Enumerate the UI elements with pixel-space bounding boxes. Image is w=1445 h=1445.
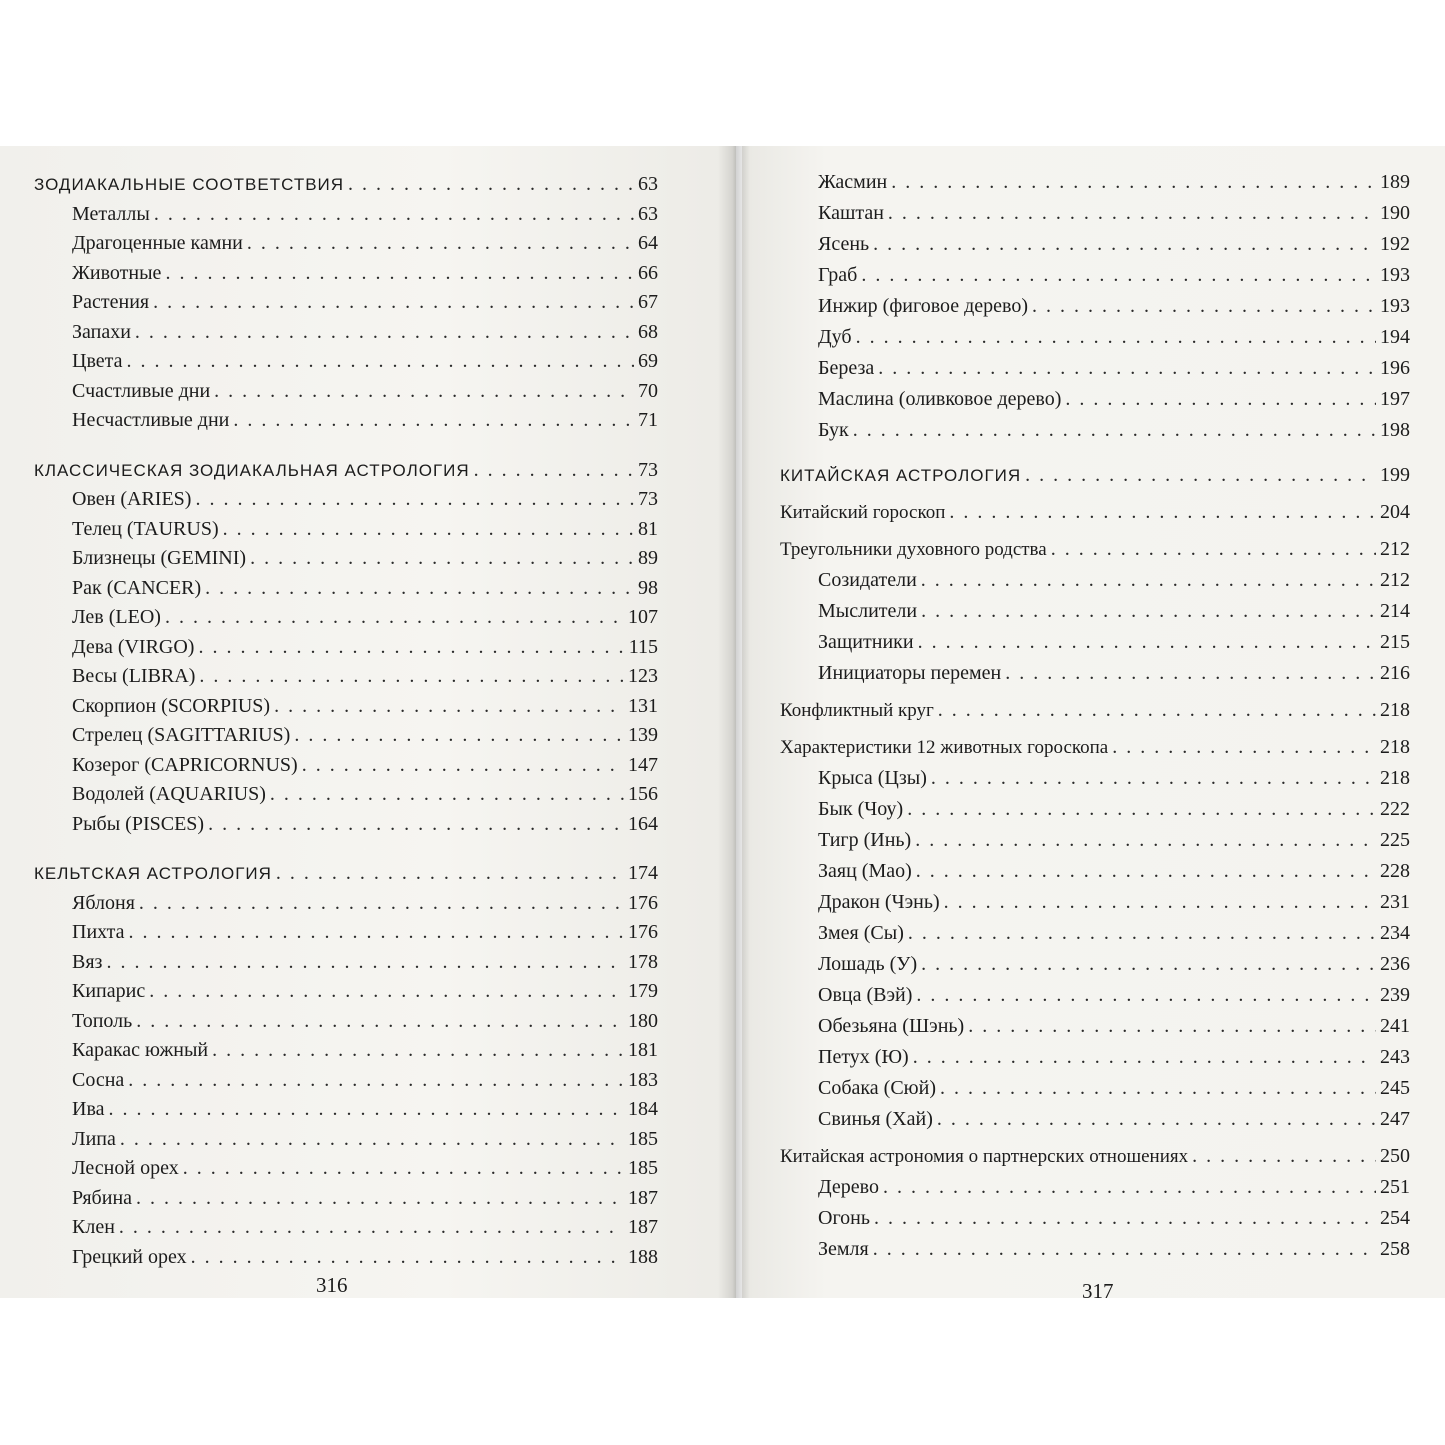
toc-entry bbox=[34, 1156, 658, 1186]
toc-entry bbox=[34, 517, 658, 547]
toc-entry bbox=[34, 891, 658, 921]
toc-page-number: 214 bbox=[1380, 600, 1410, 622]
dot-leader bbox=[913, 1045, 1376, 1069]
dot-leader bbox=[474, 458, 634, 482]
dot-leader bbox=[214, 379, 634, 403]
toc-page-number: 197 bbox=[1380, 388, 1410, 410]
toc-entry bbox=[34, 723, 658, 753]
toc-page-number: 81 bbox=[638, 517, 658, 540]
toc-page-number: 193 bbox=[1380, 264, 1410, 286]
toc-entry bbox=[34, 546, 658, 576]
dot-leader bbox=[247, 231, 634, 255]
dot-leader bbox=[940, 1076, 1376, 1100]
dot-leader bbox=[270, 782, 624, 806]
toc-entry bbox=[34, 694, 658, 724]
toc-page-number: 212 bbox=[1380, 538, 1410, 560]
toc-page-number: 218 bbox=[1380, 767, 1410, 789]
toc-page-number: 251 bbox=[1380, 1176, 1410, 1198]
toc-entry-label: Металлы bbox=[72, 202, 150, 225]
book-gutter bbox=[718, 146, 750, 1298]
toc-entry-label: Лев (LEO) bbox=[72, 606, 161, 628]
toc-page-number: 231 bbox=[1380, 891, 1410, 913]
toc-entry-label: Огонь bbox=[818, 1207, 870, 1229]
toc-entry bbox=[780, 568, 1410, 599]
dot-leader bbox=[199, 664, 624, 688]
page-number-right: 317 bbox=[1082, 1279, 1114, 1303]
toc-entry bbox=[34, 812, 658, 842]
toc-entry-label: Маслина (оливковое дерево) bbox=[818, 388, 1062, 410]
toc-entry bbox=[780, 325, 1410, 356]
dot-leader bbox=[106, 950, 624, 974]
toc-page-number: 218 bbox=[1380, 699, 1410, 721]
dot-leader bbox=[294, 723, 624, 747]
dot-leader bbox=[183, 1156, 624, 1180]
toc-entry bbox=[780, 232, 1410, 263]
toc-entry bbox=[34, 1215, 658, 1245]
dot-leader bbox=[129, 920, 624, 944]
spacer bbox=[34, 438, 658, 458]
toc-page-number: 68 bbox=[638, 320, 658, 343]
toc-page-number: 123 bbox=[628, 665, 658, 687]
toc-entry-label: Собака (Сюй) bbox=[818, 1077, 936, 1099]
toc-page-number: 184 bbox=[628, 1098, 658, 1120]
toc-page-number: 73 bbox=[638, 458, 658, 481]
toc-entry bbox=[780, 201, 1410, 232]
toc-entry bbox=[34, 320, 658, 350]
toc-page-number: 254 bbox=[1380, 1207, 1410, 1229]
toc-entry-label: КИТАЙСКАЯ АСТРОЛОГИЯ bbox=[780, 466, 1022, 485]
toc-entry-label: Овен (ARIES) bbox=[72, 488, 192, 510]
toc-entry-label: Мыслители bbox=[818, 600, 918, 622]
dot-leader bbox=[154, 202, 634, 226]
dot-leader bbox=[136, 1186, 624, 1210]
toc-page-number: 198 bbox=[1380, 419, 1410, 441]
toc-entry-label: Козерог (CAPRICORNUS) bbox=[72, 753, 298, 776]
toc-page-number: 179 bbox=[628, 980, 658, 1002]
dot-leader bbox=[883, 1175, 1376, 1199]
toc-entry bbox=[34, 664, 658, 694]
toc-entry-label: Свинья (Хай) bbox=[818, 1108, 933, 1130]
toc-entry-label: Китайский гороскоп bbox=[780, 502, 946, 523]
toc-entry-label: Дерево bbox=[818, 1176, 879, 1198]
toc-page-number: 239 bbox=[1380, 984, 1410, 1006]
toc-page-number: 66 bbox=[638, 261, 658, 284]
toc-entry bbox=[34, 950, 658, 980]
toc-page-number: 194 bbox=[1380, 326, 1410, 348]
dot-leader bbox=[1112, 735, 1376, 759]
toc-page-number: 67 bbox=[638, 291, 658, 313]
toc-entry-label: Бук bbox=[818, 419, 849, 441]
toc-page-number: 156 bbox=[628, 783, 658, 805]
toc-entry bbox=[780, 1175, 1410, 1206]
toc-page-number: 180 bbox=[628, 1009, 658, 1032]
toc-entry-label: Каштан bbox=[818, 202, 884, 224]
toc-entry-label: КЛАССИЧЕСКАЯ ЗОДИАКАЛЬНАЯ АСТРОЛОГИЯ bbox=[34, 460, 470, 480]
toc-page-number: 71 bbox=[638, 409, 658, 431]
toc-entry-label: Скорпион (SCORPIUS) bbox=[72, 694, 271, 717]
toc-page-number: 228 bbox=[1380, 860, 1410, 882]
dot-leader bbox=[937, 1107, 1376, 1131]
dot-leader bbox=[921, 599, 1376, 623]
toc-page-number: 131 bbox=[628, 694, 658, 717]
toc-page-number: 241 bbox=[1380, 1015, 1410, 1037]
dot-leader bbox=[938, 698, 1376, 722]
dot-leader bbox=[856, 325, 1376, 349]
toc-entry-label: Весы (LIBRA) bbox=[72, 665, 196, 687]
toc-entry-label: Животные bbox=[72, 261, 162, 284]
toc-entry-label: Характеристики 12 животных гороскопа bbox=[780, 737, 1109, 758]
dot-leader bbox=[139, 891, 624, 915]
toc-entry-label: Треугольники духовного родства bbox=[780, 539, 1047, 560]
dot-leader bbox=[149, 979, 624, 1003]
dot-leader bbox=[119, 1215, 624, 1239]
toc-page-number: 245 bbox=[1380, 1077, 1410, 1099]
dot-leader bbox=[348, 172, 634, 196]
toc-entry-label: Ива bbox=[72, 1098, 105, 1120]
toc-entry bbox=[780, 797, 1410, 828]
toc-entry bbox=[780, 859, 1410, 890]
toc-entry-label: Овца (Вэй) bbox=[818, 984, 913, 1006]
toc-entry bbox=[34, 1068, 658, 1098]
toc-page-number: 115 bbox=[628, 635, 658, 658]
toc-subsection-heading bbox=[780, 500, 1410, 531]
dot-leader bbox=[276, 861, 624, 885]
toc-page-number: 204 bbox=[1380, 501, 1410, 523]
toc-entry-label: Защитники bbox=[818, 631, 914, 653]
toc-page-number: 189 bbox=[1380, 171, 1410, 193]
toc-entry bbox=[34, 349, 658, 379]
dot-leader bbox=[274, 694, 624, 718]
toc-entry bbox=[780, 356, 1410, 387]
toc-entry-label: Растения bbox=[72, 291, 150, 313]
toc-page-number: 247 bbox=[1380, 1108, 1410, 1130]
toc-page-number: 193 bbox=[1380, 295, 1410, 317]
dot-leader bbox=[873, 1237, 1376, 1261]
toc-page-number: 176 bbox=[628, 891, 658, 914]
toc-entry-label: Стрелец (SAGITTARIUS) bbox=[72, 724, 291, 746]
toc-entry-label: Жасмин bbox=[818, 171, 888, 193]
dot-leader bbox=[861, 263, 1376, 287]
toc-entry bbox=[34, 1038, 658, 1068]
dot-leader bbox=[916, 859, 1376, 883]
dot-leader bbox=[921, 568, 1376, 592]
toc-entry-label: КЕЛЬТСКАЯ АСТРОЛОГИЯ bbox=[34, 864, 272, 883]
dot-leader bbox=[921, 952, 1376, 976]
toc-entry bbox=[34, 1245, 658, 1275]
dot-leader bbox=[888, 201, 1376, 225]
toc-page-number: 188 bbox=[628, 1245, 658, 1268]
toc-left bbox=[34, 172, 658, 1274]
dot-leader bbox=[165, 261, 634, 285]
toc-page-number: 190 bbox=[1380, 202, 1410, 224]
dot-leader bbox=[135, 320, 634, 344]
dot-leader bbox=[949, 500, 1376, 524]
toc-entry bbox=[34, 487, 658, 517]
toc-entry-label: Заяц (Мао) bbox=[818, 860, 912, 882]
toc-entry-label: Петух (Ю) bbox=[818, 1046, 909, 1068]
toc-subsection-heading bbox=[780, 1144, 1410, 1175]
toc-page-number: 192 bbox=[1380, 233, 1410, 255]
toc-subsection-heading bbox=[780, 735, 1410, 766]
toc-page-number: 222 bbox=[1380, 798, 1410, 820]
toc-entry-label: Кипарис bbox=[72, 980, 146, 1002]
dot-leader bbox=[968, 1014, 1376, 1038]
toc-page-number: 164 bbox=[628, 812, 658, 835]
toc-entry-label: Конфликтный круг bbox=[780, 700, 934, 721]
toc-entry-label: Лошадь (У) bbox=[818, 953, 918, 975]
toc-entry-label: Бык (Чоу) bbox=[818, 798, 904, 820]
toc-entry bbox=[780, 661, 1410, 692]
toc-page-number: 176 bbox=[628, 921, 658, 943]
toc-entry-label: Рябина bbox=[72, 1186, 133, 1209]
toc-entry-label: Граб bbox=[818, 264, 858, 286]
toc-page-number: 64 bbox=[638, 232, 658, 254]
toc-entry bbox=[34, 408, 658, 438]
toc-page-number: 107 bbox=[628, 606, 658, 628]
toc-entry-label: Вяз bbox=[72, 950, 103, 973]
toc-page-number: 69 bbox=[638, 350, 658, 372]
dot-leader bbox=[212, 1038, 624, 1062]
dot-leader bbox=[878, 356, 1376, 380]
toc-page-number: 199 bbox=[1380, 464, 1410, 486]
dot-leader bbox=[908, 921, 1376, 945]
dot-leader bbox=[136, 1009, 624, 1033]
page-number-left: 316 bbox=[316, 1273, 348, 1297]
toc-page-number: 185 bbox=[628, 1157, 658, 1179]
dot-leader bbox=[250, 546, 634, 570]
toc-entry-label: Яблоня bbox=[72, 891, 135, 914]
toc-entry bbox=[34, 1186, 658, 1216]
toc-entry bbox=[780, 983, 1410, 1014]
toc-entry-label: Водолей (AQUARIUS) bbox=[72, 783, 266, 805]
toc-page-number: 89 bbox=[638, 547, 658, 569]
dot-leader bbox=[233, 408, 634, 432]
toc-section-heading bbox=[34, 172, 658, 202]
dot-leader bbox=[931, 766, 1376, 790]
toc-entry-label: Несчастливые дни bbox=[72, 409, 230, 431]
toc-page-number: 212 bbox=[1380, 569, 1410, 591]
dot-leader bbox=[873, 232, 1376, 256]
toc-entry bbox=[34, 576, 658, 606]
toc-subsection-heading bbox=[780, 537, 1410, 568]
toc-entry bbox=[780, 294, 1410, 325]
toc-entry bbox=[780, 1045, 1410, 1076]
toc-entry-label: Сосна bbox=[72, 1068, 125, 1091]
toc-page-number: 187 bbox=[628, 1216, 658, 1238]
dot-leader bbox=[165, 605, 624, 629]
toc-entry-label: Дуб bbox=[818, 326, 852, 348]
toc-entry bbox=[780, 263, 1410, 294]
toc-entry bbox=[34, 231, 658, 261]
toc-page-number: 225 bbox=[1380, 829, 1410, 851]
toc-entry-label: Китайская астрономия о партнерских отношениях bbox=[780, 1146, 1189, 1167]
dot-leader bbox=[1025, 463, 1376, 487]
toc-page-number: 187 bbox=[628, 1186, 658, 1209]
toc-page-number: 216 bbox=[1380, 662, 1410, 684]
toc-entry-label: Дракон (Чэнь) bbox=[818, 891, 940, 913]
toc-page-number: 185 bbox=[628, 1127, 658, 1150]
toc-entry-label: Близнецы (GEMINI) bbox=[72, 547, 247, 569]
toc-entry bbox=[34, 1009, 658, 1039]
toc-entry-label: Рыбы (PISCES) bbox=[72, 812, 205, 835]
toc-entry-label: Ясень bbox=[818, 233, 870, 255]
toc-entry bbox=[34, 979, 658, 1009]
toc-page-number: 178 bbox=[628, 950, 658, 973]
toc-entry-label: Береза bbox=[818, 357, 875, 379]
toc-entry bbox=[780, 766, 1410, 797]
toc-page-number: 63 bbox=[638, 202, 658, 225]
toc-page-number: 218 bbox=[1380, 736, 1410, 758]
toc-subsection-heading bbox=[780, 698, 1410, 729]
dot-leader bbox=[191, 1245, 624, 1269]
dot-leader bbox=[1065, 387, 1376, 411]
toc-page-number: 98 bbox=[638, 576, 658, 599]
toc-page-number: 243 bbox=[1380, 1046, 1410, 1068]
toc-page-number: 250 bbox=[1380, 1145, 1410, 1167]
toc-entry-label: Крыса (Цзы) bbox=[818, 767, 927, 789]
toc-entry bbox=[34, 290, 658, 320]
toc-entry bbox=[780, 921, 1410, 952]
toc-page-number: 181 bbox=[628, 1039, 658, 1061]
dot-leader bbox=[128, 1068, 624, 1092]
toc-page-number: 236 bbox=[1380, 953, 1410, 975]
toc-entry-label: Змея (Сы) bbox=[818, 922, 904, 944]
toc-page-number: 147 bbox=[628, 753, 658, 776]
toc-entry-label: Счастливые дни bbox=[72, 379, 211, 402]
spacer bbox=[34, 841, 658, 861]
toc-entry bbox=[780, 1237, 1410, 1268]
toc-entry-label: Клен bbox=[72, 1216, 115, 1238]
dot-leader bbox=[195, 487, 634, 511]
toc-section-heading bbox=[34, 458, 658, 488]
toc-entry bbox=[34, 261, 658, 291]
toc-entry bbox=[34, 920, 658, 950]
toc-entry-label: ЗОДИАКАЛЬНЫЕ СООТВЕТСТВИЯ bbox=[34, 175, 345, 194]
toc-entry-label: Земля bbox=[818, 1238, 869, 1260]
toc-entry-label: Липа bbox=[72, 1127, 116, 1150]
dot-leader bbox=[223, 517, 634, 541]
toc-entry bbox=[34, 379, 658, 409]
toc-entry-label: Пихта bbox=[72, 921, 125, 943]
toc-entry-label: Инициаторы перемен bbox=[818, 662, 1002, 684]
toc-entry bbox=[780, 387, 1410, 418]
toc-entry-label: Грецкий орех bbox=[72, 1245, 187, 1268]
toc-entry bbox=[780, 170, 1410, 201]
toc-entry-label: Тигр (Инь) bbox=[818, 829, 912, 851]
spacer bbox=[780, 449, 1410, 463]
dot-leader bbox=[915, 828, 1376, 852]
toc-entry-label: Тополь bbox=[72, 1009, 133, 1032]
toc-entry-label: Цвета bbox=[72, 350, 123, 372]
toc-entry bbox=[780, 418, 1410, 449]
toc-entry bbox=[780, 952, 1410, 983]
dot-leader bbox=[916, 983, 1376, 1007]
toc-entry bbox=[34, 1097, 658, 1127]
dot-leader bbox=[208, 812, 624, 836]
toc-page-number: 183 bbox=[628, 1068, 658, 1091]
toc-entry bbox=[780, 1014, 1410, 1045]
toc-entry-label: Лесной орех bbox=[72, 1157, 179, 1179]
toc-entry-label: Обезьяна (Шэнь) bbox=[818, 1015, 965, 1037]
dot-leader bbox=[205, 576, 634, 600]
dot-leader bbox=[153, 290, 634, 314]
toc-entry bbox=[34, 782, 658, 812]
dot-leader bbox=[874, 1206, 1376, 1230]
toc-page-number: 73 bbox=[638, 488, 658, 510]
toc-page-number: 63 bbox=[638, 173, 658, 195]
toc-page-number: 258 bbox=[1380, 1238, 1410, 1260]
dot-leader bbox=[198, 635, 624, 659]
toc-entry bbox=[780, 1076, 1410, 1107]
toc-page-number: 196 bbox=[1380, 357, 1410, 379]
dot-leader bbox=[944, 890, 1376, 914]
toc-entry-label: Инжир (фиговое дерево) bbox=[818, 295, 1029, 317]
dot-leader bbox=[907, 797, 1376, 821]
toc-entry bbox=[34, 202, 658, 232]
toc-entry bbox=[34, 753, 658, 783]
dot-leader bbox=[302, 753, 624, 777]
toc-page-number: 215 bbox=[1380, 631, 1410, 653]
toc-entry bbox=[780, 828, 1410, 859]
dot-leader bbox=[1051, 537, 1376, 561]
toc-entry-label: Рак (CANCER) bbox=[72, 576, 202, 599]
toc-entry-label: Созидатели bbox=[818, 569, 917, 591]
toc-entry-label: Дева (VIRGO) bbox=[72, 635, 195, 658]
toc-right bbox=[780, 170, 1410, 1268]
toc-entry bbox=[34, 605, 658, 635]
toc-entry bbox=[34, 1127, 658, 1157]
toc-entry-label: Драгоценные камни bbox=[72, 232, 243, 254]
toc-page-number: 174 bbox=[628, 862, 658, 884]
toc-section-heading bbox=[780, 463, 1410, 494]
toc-entry bbox=[780, 1206, 1410, 1237]
toc-page-number: 234 bbox=[1380, 922, 1410, 944]
dot-leader bbox=[918, 630, 1376, 654]
dot-leader bbox=[109, 1097, 625, 1121]
toc-entry bbox=[780, 890, 1410, 921]
toc-entry-label: Каракас южный bbox=[72, 1039, 209, 1061]
dot-leader bbox=[120, 1127, 624, 1151]
toc-entry-label: Телец (TAURUS) bbox=[72, 517, 219, 540]
toc-page-number: 139 bbox=[628, 724, 658, 746]
toc-entry-label: Запахи bbox=[72, 320, 131, 343]
dot-leader bbox=[853, 418, 1376, 442]
dot-leader bbox=[1192, 1144, 1376, 1168]
toc-entry bbox=[34, 635, 658, 665]
dot-leader bbox=[1032, 294, 1376, 318]
toc-section-heading bbox=[34, 861, 658, 891]
toc-entry bbox=[780, 630, 1410, 661]
dot-leader bbox=[891, 170, 1376, 194]
toc-entry bbox=[780, 1107, 1410, 1138]
dot-leader bbox=[1005, 661, 1376, 685]
dot-leader bbox=[127, 349, 634, 373]
toc-entry bbox=[780, 599, 1410, 630]
toc-page-number: 70 bbox=[638, 379, 658, 402]
